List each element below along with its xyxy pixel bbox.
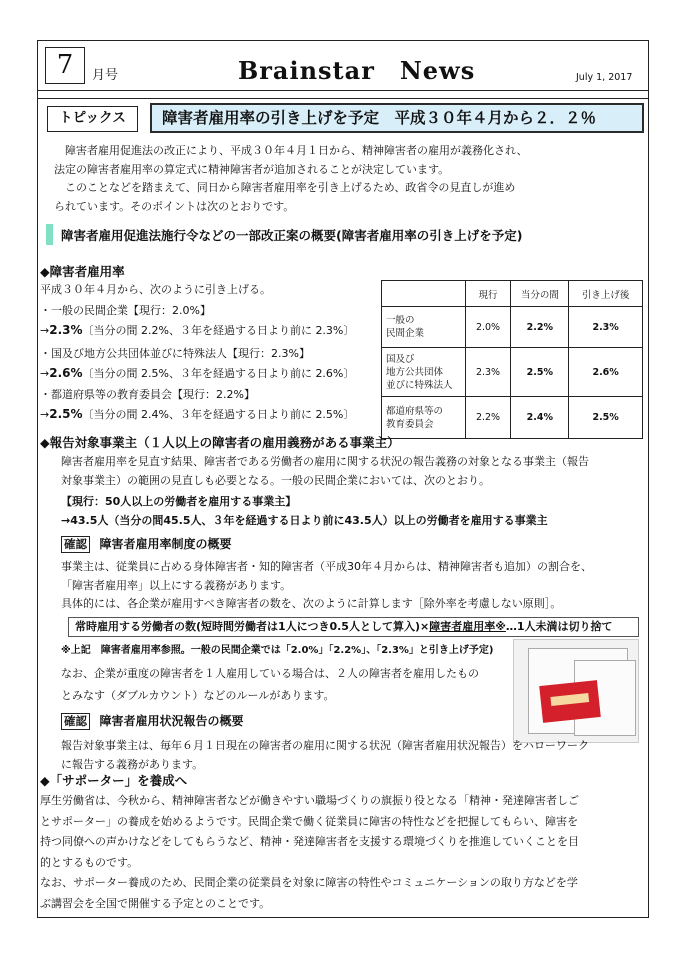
rate-heading: ◆障害者雇用率 <box>40 264 125 279</box>
report-new: →43.5人（当分の間45.5人、３年を経過する日より前に43.5人）以上の労働者を雇用する事業主 <box>61 514 548 527</box>
kakunin-report-title: 障害者雇用状況報告の概要 <box>99 714 244 728</box>
intro-line: 法定の障害者雇用率の算定式に精神障害者が追加されることが決定しています。 <box>54 162 450 176</box>
table-cell-interim: 2.4% <box>511 397 569 439</box>
confirm-badge: 確認 <box>61 536 90 553</box>
table-row-header: 国及び 地方公共団体 並びに特殊法人 <box>382 348 466 397</box>
table-cell-after: 2.6% <box>569 348 643 397</box>
section-title: 障害者雇用促進法施行令などの一部改正案の概要(障害者雇用率の引き上げを予定) <box>61 228 523 243</box>
table-cell-interim: 2.2% <box>511 307 569 348</box>
issue-date: July 1, 2017 <box>576 72 633 83</box>
table-header-cell: 当分の間 <box>511 281 569 307</box>
kakunin-report-body: 報告対象事業主は、毎年６月１日現在の障害者の雇用に関する状況（障害者雇用状況報告）をハローワーク に報告する義務があります。 <box>61 739 589 771</box>
table-cell-current: 2.2% <box>465 397 511 439</box>
rate-item-label: ・都道府県等の教育委員会【現行：2.2%】 <box>40 388 255 401</box>
confirm-badge: 確認 <box>61 713 90 730</box>
newsletter-title: Brainstar News <box>238 56 476 85</box>
table-cell-after: 2.5% <box>569 397 643 439</box>
table-row <box>382 397 643 439</box>
intro-line: 障害者雇用促進法の改正により、平成３０年４月１日から、精神障害者の雇用が義務化され、 <box>54 144 528 157</box>
table-cell-current: 2.0% <box>465 307 511 348</box>
month-number: 7 <box>45 47 85 84</box>
table-row <box>382 348 643 397</box>
supporter-body: 厚生労働省は、今秋から、精神障害者などが働きやすい職場づくりの旗振り役となる「精神・発達障害者しご とサポーター」の養成を始めるようです。民間企業で働く従業員に障害の特性などを把握してもらい、障害を 持つ同僚への声かけなどをしてもらうなど、精神・発達障害者を支援する環境づくりを推進していくことを目 的とするものです。 なお、サポーター養成のため、民間企業の従業員を対象に障害の特性やコミュニケーションの取り方などを学 ぶ講習会を全国で開催する予定とのことです。 <box>40 794 579 910</box>
table-row-header: 一般の 民間企業 <box>382 307 466 348</box>
rate-item-label: ・国及び地方公共団体並びに特殊法人【現行：2.3%】 <box>40 347 310 360</box>
table-cell-after: 2.3% <box>569 307 643 348</box>
report-body: 障害者雇用率を見直す結果、障害者である労働者の雇用に関する状況の報告義務の対象となる事業主（報告 対象事業主）の範囲の見直しも必要となる。一般の民間企業においては、次のとおり。 <box>61 455 589 487</box>
table-cell-interim: 2.5% <box>511 348 569 397</box>
header-rule-thin <box>37 98 649 99</box>
calculation-formula: 常時雇用する労働者の数(短時間労働者は1人につき0.5人として算入)×障害者雇用率※…1人未満は切り捨て <box>68 617 639 637</box>
topics-headline: 障害者雇用率の引き上げを予定 平成３０年４月から２．２％ <box>150 103 644 133</box>
topics-label: トピックス <box>47 106 138 132</box>
month-label: 月号 <box>92 68 119 83</box>
intro-line: られています。そのポイントは次のとおりです。 <box>54 199 295 213</box>
rate-item-new: →2.6%〔当分の間 2.5%、３年を経過する日より前に 2.6%〕 <box>40 366 355 380</box>
table-row <box>382 307 643 348</box>
kakunin-system-title: 障害者雇用率制度の概要 <box>99 537 232 551</box>
table-header-cell: 引き上げ後 <box>569 281 643 307</box>
rate-item-new: →2.5%〔当分の間 2.4%、３年を経過する日より前に 2.5%〕 <box>40 407 355 421</box>
supporter-heading: ◆「サポーター」を養成へ <box>40 773 188 788</box>
kakunin-system-body: 事業主は、従業員に占める身体障害者・知的障害者（平成30年４月からは、精神障害者も追加）の割合を、 「障害者雇用率」以上にする義務があります。 具体的には、各企業が雇用すべき障害者の数を、次のように計算します［除外率を考慮しない原則］。 <box>61 560 592 610</box>
intro-paragraph <box>54 142 528 216</box>
rate-item-new: →2.3%〔当分の間 2.2%、３年を経過する日より前に 2.3%〕 <box>40 323 355 337</box>
kakunin-system-heading <box>61 535 232 553</box>
report-current: 【現行：50人以上の労働者を雇用する事業主】 <box>61 495 297 508</box>
disability-handbook-photo <box>513 639 639 743</box>
table-header-row <box>382 281 643 307</box>
intro-line: このことなどを踏まえて、同日から障害者雇用率を引き上げるため、政省令の見直しが進め <box>54 181 516 194</box>
table-cell-current: 2.3% <box>465 348 511 397</box>
rate-table <box>381 280 643 439</box>
formula-note: ※上記 障害者雇用率参照。一般の民間企業では「2.0%」「2.2%」、「2.3%」と引き上げ予定) <box>61 645 494 656</box>
kakunin-report-heading <box>61 712 244 730</box>
section-accent-bar <box>46 224 53 245</box>
rate-lead: 平成３０年４月から、次のように引き上げる。 <box>40 283 271 296</box>
table-header-cell: 現行 <box>465 281 511 307</box>
table-row-header: 都道府県等の 教育委員会 <box>382 397 466 439</box>
table-corner-cell <box>382 281 466 307</box>
double-count-text: なお、企業が重度の障害者を１人雇用している場合は、２人の障害者を雇用したもの とみなす（ダブルカウント）などのルールがあります。 <box>61 667 479 702</box>
header-rule <box>37 90 649 91</box>
rate-item-label: ・一般の民間企業【現行：2.0%】 <box>40 304 211 317</box>
report-heading: ◆報告対象事業主（１人以上の障害者の雇用義務がある事業主） <box>40 435 400 450</box>
